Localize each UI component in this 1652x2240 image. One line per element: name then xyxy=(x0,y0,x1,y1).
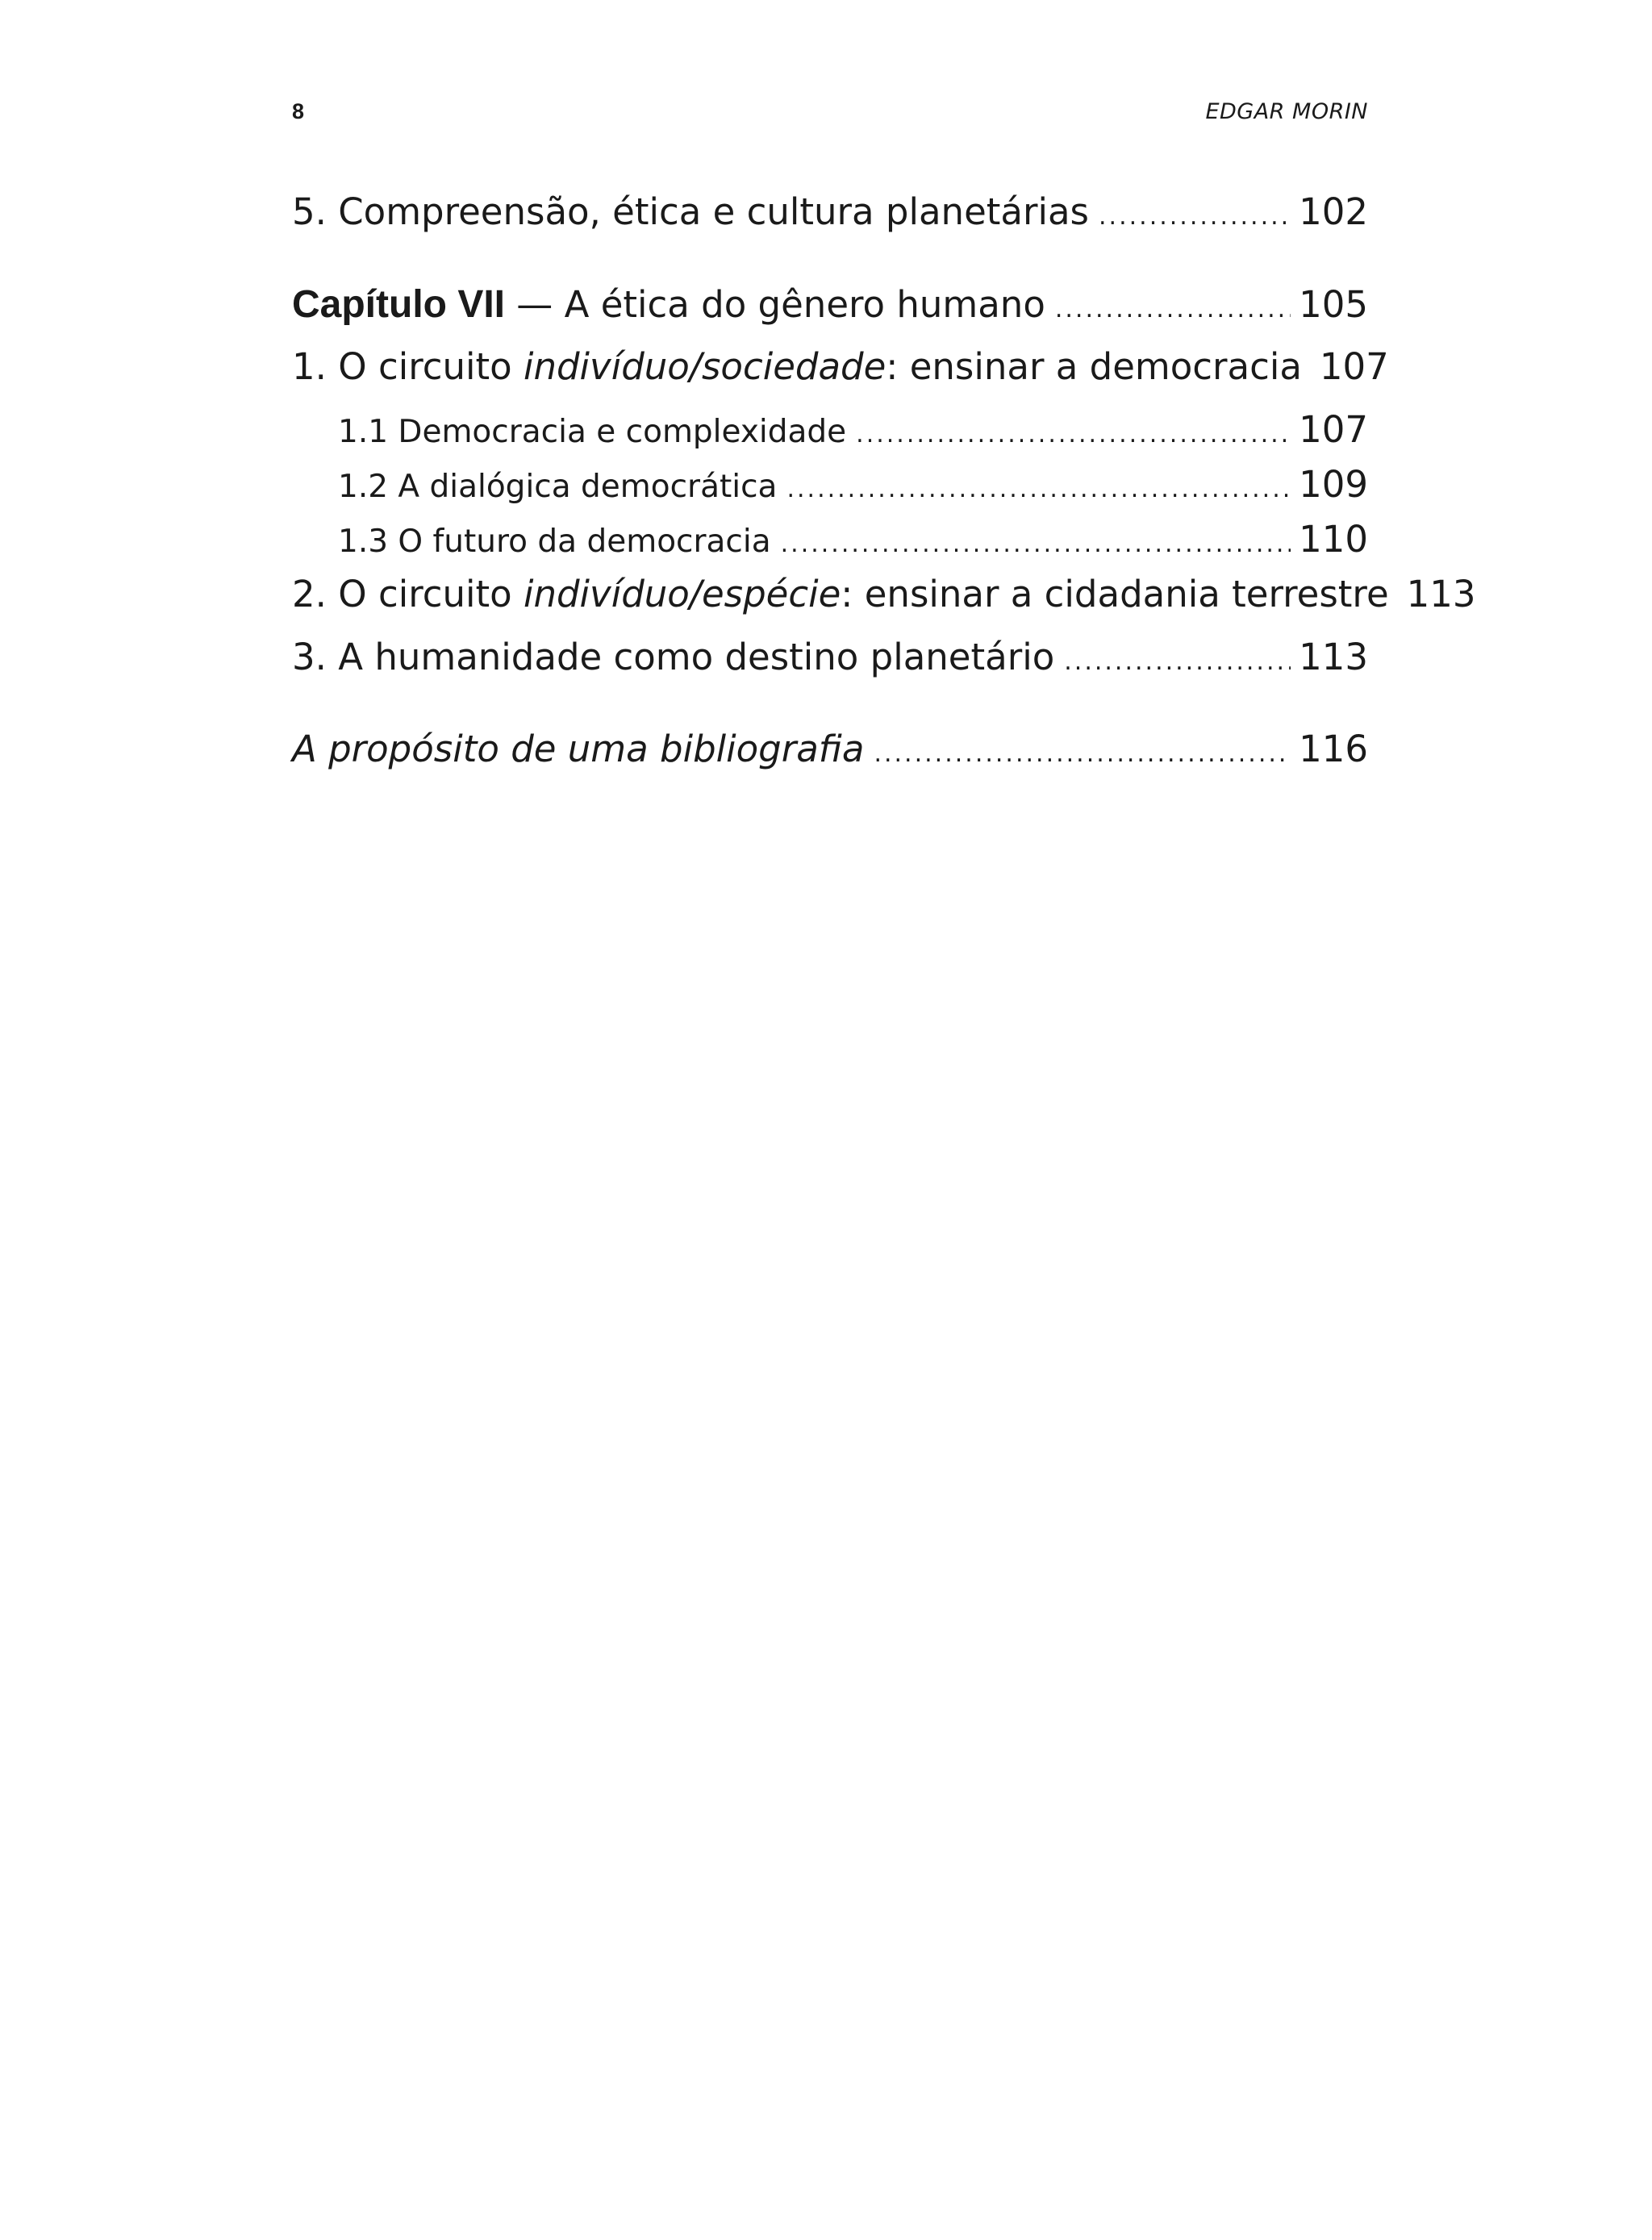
dot-leader xyxy=(786,475,1291,503)
running-head xyxy=(292,95,1368,127)
toc-entry-bibliography[interactable] xyxy=(292,728,1368,776)
dot-leader xyxy=(1055,295,1291,323)
toc-entry-title: 3. A humanidade como destino planetário xyxy=(292,636,1055,678)
toc-entry-page: 107 xyxy=(1319,345,1389,388)
toc-entry-title: 1.1 Democracia e complexidade xyxy=(338,414,847,450)
toc-entry-title: 1.3 O futuro da democracia xyxy=(338,524,771,560)
dot-leader xyxy=(874,740,1291,768)
dot-leader xyxy=(856,420,1291,448)
toc-entry-title: A propósito de uma bibliografia xyxy=(292,728,865,770)
toc-entry-title xyxy=(292,282,1045,327)
toc-entry-page: 116 xyxy=(1299,728,1368,770)
toc-entry-page: 107 xyxy=(1299,408,1368,451)
toc-entry-title: 5. Compreensão, ética e cultura planetárias xyxy=(292,190,1090,233)
toc-entry-page: 113 xyxy=(1299,636,1368,678)
toc-entry-chapter-7[interactable] xyxy=(292,282,1368,331)
chapter-title: — A ética do gênero humano xyxy=(505,283,1045,326)
toc-entry-subsection-1-2[interactable] xyxy=(292,463,1368,505)
toc-entry-section-2[interactable] xyxy=(292,573,1476,621)
toc-entry-page: 102 xyxy=(1299,190,1368,233)
dot-leader xyxy=(1064,648,1291,676)
toc-entry-title xyxy=(292,345,1302,388)
title-part: : ensinar a cidadania terrestre xyxy=(841,573,1389,615)
toc-entry-title xyxy=(292,573,1389,615)
toc-entry-title: 1.2 A dialógica democrática xyxy=(338,469,778,505)
toc-entry-page: 109 xyxy=(1299,463,1368,506)
running-head-author: EDGAR MORIN xyxy=(1205,98,1368,124)
title-part: : ensinar a democracia xyxy=(886,345,1302,388)
title-italic-part: indivíduo/sociedade xyxy=(523,345,886,388)
title-part: 2. O circuito xyxy=(292,573,524,615)
toc-entry-section-1[interactable] xyxy=(292,345,1389,394)
title-italic-part: indivíduo/espécie xyxy=(523,573,841,615)
toc-entry-page: 110 xyxy=(1299,518,1368,561)
toc-entry-page: 105 xyxy=(1299,283,1368,326)
toc-entry-subsection-1-3[interactable] xyxy=(292,518,1368,560)
toc-entry-section-3[interactable] xyxy=(292,636,1368,684)
toc-entry-subsection-1-1[interactable] xyxy=(292,408,1368,450)
toc-entry-page: 113 xyxy=(1406,573,1476,615)
toc-entry-section-5[interactable] xyxy=(292,190,1368,239)
dot-leader xyxy=(1099,202,1291,231)
dot-leader xyxy=(781,530,1291,558)
chapter-label: Capítulo VII xyxy=(292,283,505,326)
title-part: 1. O circuito xyxy=(292,345,524,388)
page-number: 8 xyxy=(292,98,305,123)
